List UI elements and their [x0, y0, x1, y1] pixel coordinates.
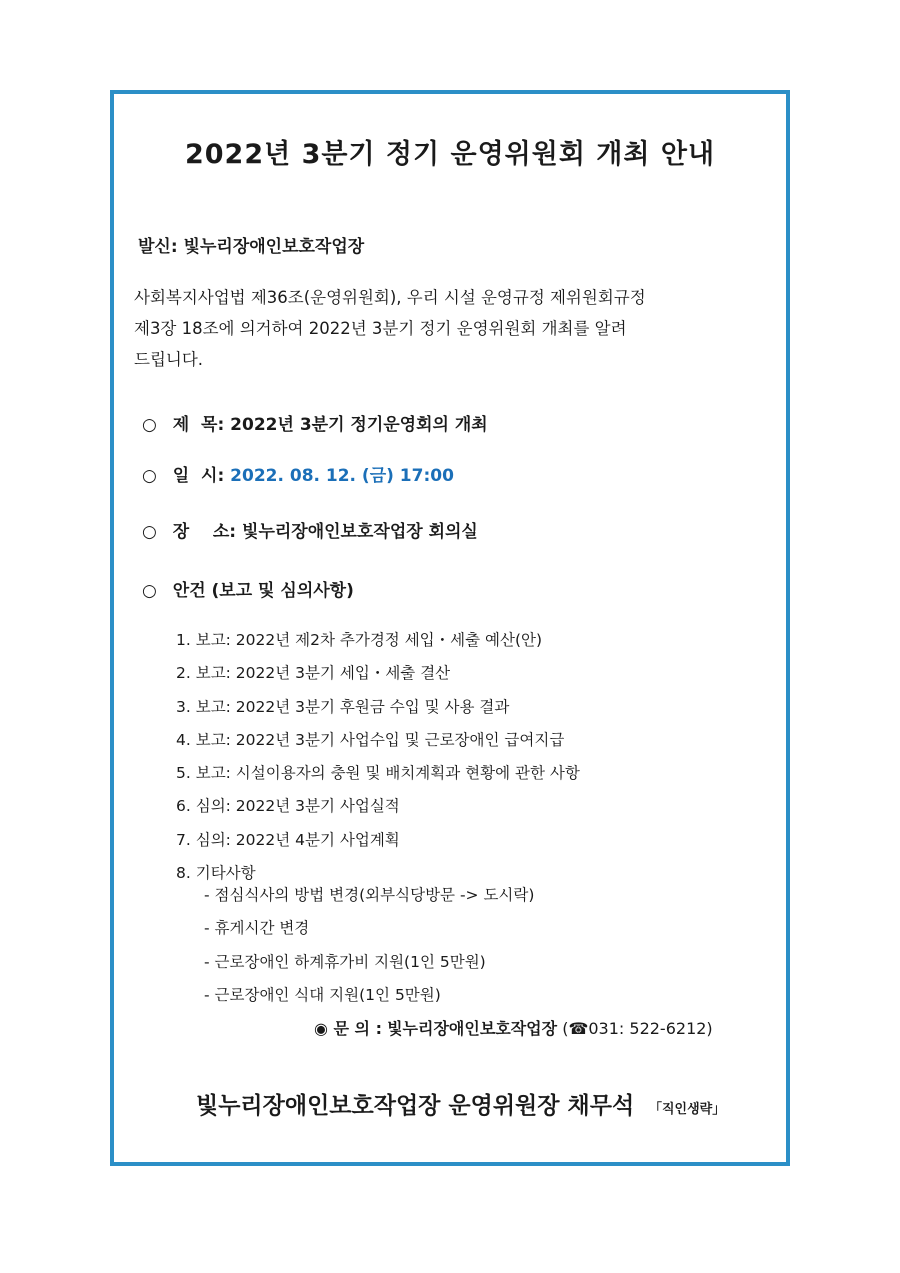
bullet-circle-icon: ○: [142, 581, 157, 601]
document-frame: [110, 90, 790, 1166]
agenda-item: 4. 보고: 2022년 3분기 사업수입 및 근로장애인 급여지급: [176, 730, 565, 749]
agenda-item: 8. 기타사항: [176, 864, 256, 883]
bullet-circle-icon: ○: [142, 415, 157, 435]
agenda-item: 3. 보고: 2022년 3분기 후원금 수입 및 사용 결과: [176, 697, 510, 716]
intro-line: 드립니다.: [134, 350, 204, 369]
bullet-circle-icon: ○: [142, 522, 157, 542]
document-title: 2022년 3분기 정기 운영위원회 개최 안내: [184, 139, 716, 170]
contact-prefix: ◉ 문 의 :: [314, 1019, 382, 1038]
agenda-item: 2. 보고: 2022년 3분기 세입・세출 결산: [176, 664, 451, 683]
sender-line: 발신: 빛누리장애인보호작업장: [138, 237, 365, 257]
agenda-item: 6. 심의: 2022년 3분기 사업실적: [176, 797, 400, 816]
agenda-heading-row: [142, 576, 354, 601]
signature-line: 빛누리장애인보호작업장 운영위원장 채무석: [196, 1093, 635, 1119]
agenda-item: 7. 심의: 2022년 4분기 사업계획: [176, 830, 400, 849]
subject-label: 제 목:: [172, 415, 225, 435]
seal-omitted-note: 「직인생략」: [649, 1102, 726, 1117]
place-row: [142, 517, 478, 542]
datetime-value: 2022. 08. 12. (금) 17:00: [230, 466, 454, 486]
place-value: 빛누리장애인보호작업장 회의실: [242, 522, 478, 542]
contact-org: 빛누리장애인보호작업장: [387, 1019, 558, 1038]
sub-item: - 점심식사의 방법 변경(외부식당방문 -> 도시락): [204, 886, 535, 904]
bullet-circle-icon: ○: [142, 466, 157, 486]
agenda-heading: 안건 (보고 및 심의사항): [172, 581, 354, 601]
intro-line: 사회복지사업법 제36조(운영위원회), 우리 시설 운영규정 제위원회규정: [134, 288, 646, 307]
sub-item: - 휴게시간 변경: [204, 919, 310, 938]
agenda-item: 1. 보고: 2022년 제2차 추가경정 세입・세출 예산(안): [176, 631, 543, 649]
contact-phone: (☎031: 522-6212): [562, 1019, 713, 1038]
datetime-label: 일 시:: [172, 466, 225, 486]
sub-item: - 근로장애인 식대 지원(1인 5만원): [204, 985, 441, 1004]
intro-paragraph: [134, 282, 774, 375]
subject-value: 2022년 3분기 정기운영회의 개최: [230, 415, 488, 435]
agenda-item: 5. 보고: 시설이용자의 충원 및 배치계획과 현황에 관한 사항: [176, 764, 580, 783]
subject-row: [142, 410, 488, 435]
place-label: 장 소:: [172, 522, 237, 542]
agenda-list: [176, 624, 580, 890]
contact-line: [314, 1016, 713, 1039]
misc-sub-list: [204, 879, 534, 1012]
datetime-row: [142, 461, 454, 486]
sub-item: - 근로장애인 하계휴가비 지원(1인 5만원): [204, 952, 486, 971]
intro-line: 제3장 18조에 의거하여 2022년 3분기 정기 운영위원회 개최를 알려: [134, 319, 627, 338]
